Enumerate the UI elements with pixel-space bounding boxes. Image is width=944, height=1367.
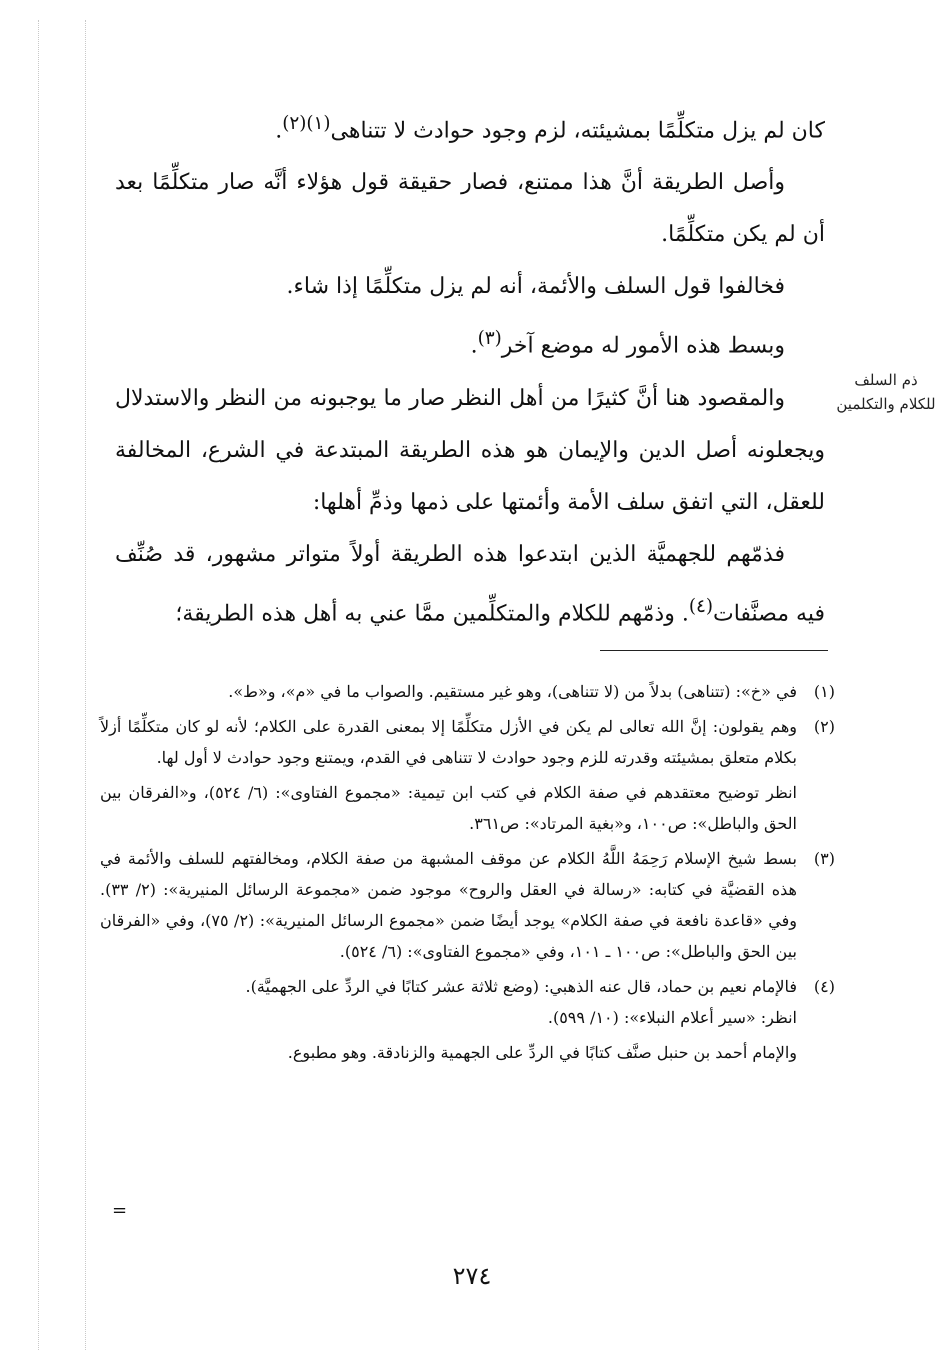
- footnotes: [100, 676, 835, 1068]
- footnote-number: (٣): [813, 849, 835, 868]
- footnote-number: (١): [813, 682, 835, 701]
- footnote-text: في «خ»: (تتناهى) بدلاً من (لا تتناهى)، وهو غير مستقيم. والصواب ما في «م»، و«ط».: [228, 682, 797, 701]
- margin-dotted-line: [85, 20, 86, 1350]
- continuation-mark: =: [112, 1200, 128, 1221]
- footnote-text: وهم يقولون: إنَّ الله تعالى لم يكن في الأزل متكلِّمًا إلا بمعنى القدرة على الكلام؛ لأنه لو كان متكلِّمًا أزلاً بكلام متعلق بمشيئته وقدرته للزم وجود حوادث لا تتناهى في القدم، ويمتنع وجود حوادث لا أول لها.: [100, 717, 798, 767]
- footnote: [100, 971, 835, 1033]
- footnote: [100, 711, 835, 839]
- page-number: ٢٧٤: [452, 1262, 492, 1290]
- body-paragraph: وأصل الطريقة أنَّ هذا ممتنع، فصار حقيقة قول هؤلاء أنَّه صار متكلِّمًا بعد أن لم يكن متكلِّمًا.: [115, 170, 825, 248]
- footnote-separator: [600, 650, 828, 651]
- body-paragraph: وبسط هذه الأمور له موضع آخر$^{(٣)}$.: [470, 328, 785, 359]
- margin-heading: ذم السلف للكلام والتكلمين: [836, 371, 936, 413]
- footnote-number: (٤): [813, 977, 835, 996]
- footnote: [100, 843, 835, 967]
- body-paragraph: فذمّهم للجهميَّة الذين ابتدعوا هذه الطريقة أولاً متواتر مشهور، قد صُنِّف فيه مصنَّفات$^{(٤)}$. وذمّهم للكلام والمتكلِّمين ممَّا عني به أهل هذه الطريقة؛: [115, 541, 825, 626]
- body-line: كان لم يزل متكلِّمًا بمشيئته، لزم وجود حوادث لا تتناهى$^{(١)(٢)}$.: [275, 113, 825, 144]
- footnote-text: انظر: «سير أعلام النبلاء»: (١٠/ ٥٩٩).: [547, 1008, 797, 1027]
- main-text: [115, 98, 825, 640]
- footnote-ref: (٤): [688, 595, 713, 617]
- footnote-continuation: والإمام أحمد بن حنبل صنَّف كتابًا في الردِّ على الجهمية والزنادقة. وهو مطبوع.: [287, 1043, 797, 1062]
- footnote-ref: (١)(٢): [282, 113, 331, 134]
- footnote-ref: (٣): [477, 328, 502, 350]
- footnote-text: انظر توضيح معتقدهم في صفة الكلام في كتب ابن تيمية: «مجموع الفتاوى»: (٦/ ٥٢٤)، و«الفرقان بين الحق والباطل»: ص١٠٠، و«بغية المرتاد»: ص٣٦١.: [100, 783, 797, 833]
- footnote-text: فالإمام نعيم بن حماد، قال عنه الذهبي: (وضع ثلاثة عشر كتابًا في الردِّ على الجهميَّة).: [245, 977, 797, 996]
- margin-dotted-line: [38, 20, 39, 1350]
- footnote: [100, 676, 835, 707]
- body-paragraph: والمقصود هنا أنَّ كثيرًا من أهل النظر صار ما يوجبونه من النظر والاستدلال ويجعلونه أصل الدين والإيمان هو هذه الطريقة المبتدعة في الشرع، المخالفة للعقل، التي اتفق سلف الأمة وأئمتها على ذمها وذمِّ أهلها:: [115, 385, 825, 515]
- footnote-number: (٢): [813, 717, 835, 736]
- body-paragraph: فخالفوا قول السلف والأئمة، أنه لم يزل متكلِّمًا إذا شاء.: [286, 274, 785, 300]
- footnote-text: بسط شيخ الإسلام رَحِمَهُ اللَّهُ الكلام عن موقف المشبهة من صفة الكلام، ومخالفتهم للسلف والأئمة في هذه القضيَّة في كتابه: «رسالة في العقل والروح» موجود ضمن «مجموعة الرسائل المنيرية»: (٢/ ٣٣). وفي «قاعدة نافعة في صفة الكلام» يوجد أيضًا ضمن «مجموع الرسائل المنيرية»: (٢/ ٧٥)، وفي «الفرقان بين الحق والباطل»: ص١٠٠ ـ ١٠١، وفي «مجموع الفتاوى»: (٦/ ٥٢٤).: [100, 849, 797, 961]
